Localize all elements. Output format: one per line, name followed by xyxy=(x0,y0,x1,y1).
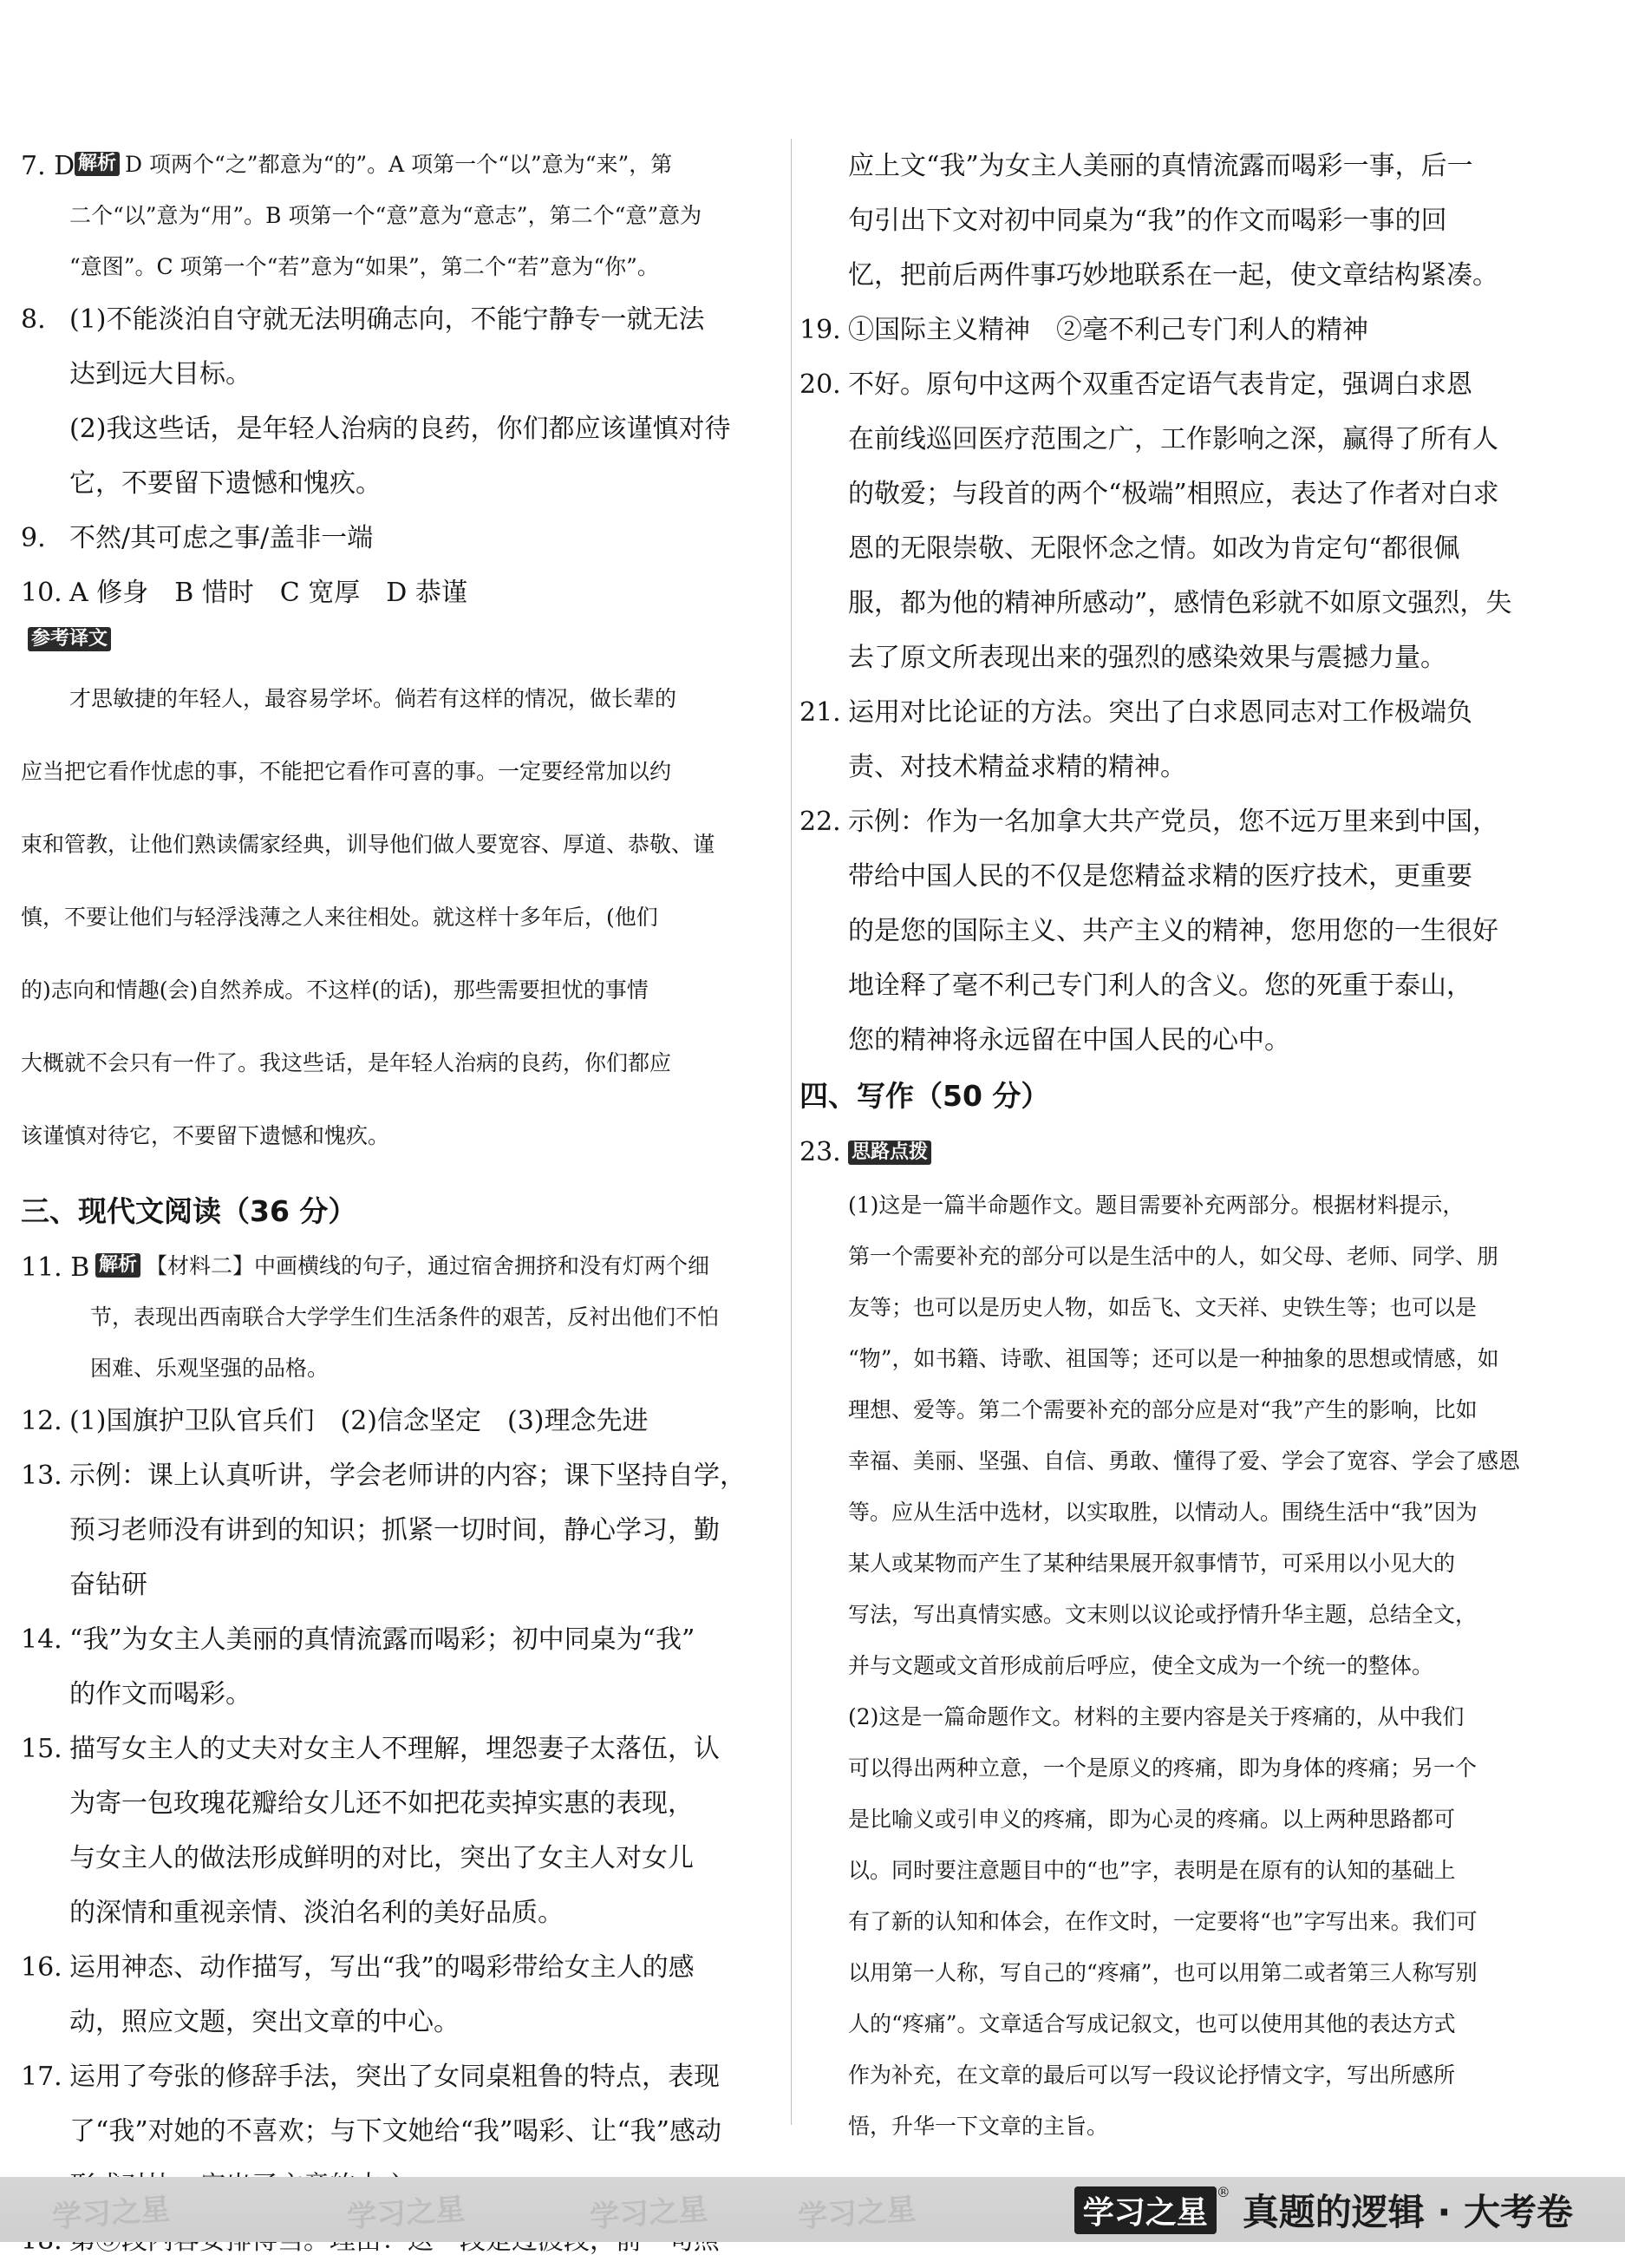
answer-17: 17. 运用了夸张的修辞手法，突出了女同桌粗鲁的特点，表现 了“我”对她的不喜欢；与下文她给“我”喝彩、让“我”感动 xyxy=(21,2062,722,2147)
column-divider xyxy=(791,139,792,2125)
section-heading-3: 三、现代文阅读（36 分） xyxy=(21,1194,357,1228)
answer-13: 13. 示例：课上认真听讲，学会老师讲的内容；课下坚持自学， 预习老师没有讲到的知识；抓紧一切时间，静心学习，勤 奋钻研 xyxy=(21,1461,746,1600)
left-column xyxy=(21,139,784,2268)
answer-22: 22. 示例：作为一名加拿大共产党员，您不远万里来到中国， 带给中国人民的不仅是您精益求精的医疗技术，更重要 的是您的国际主义、共产主义的精神，您用您的一生很好 地诠释了毫不利己专门利人的含义。您的死重于泰山， 您的精神将永远留在中国人民的心中。 xyxy=(799,807,1498,1056)
reference-translation: 参考译文 才思敏捷的年轻人，最容易学坏。倘若有这样的情况，做长辈的 应当把它看作忧虑的事，不能把它看作可喜的事。一定要经常加以约 束和管教，让他们熟读儒家经典，训导他们做人要宽容、厚道、恭敬、谨 慎，不要让他们与轻浮浅薄之人来往相处。就这样十多年后，(他们 的)志向和情趣(会)自然养成。不这样(的话)，那些需要担忧的事情 大概就不会只有一件了。我这些话，是年轻人治病的良药，你们都应 该谨慎对待它，不要留下遗憾和愧疚。 xyxy=(21,628,715,1148)
answer-18-continued: 应上文“我”为女主人美丽的真情流露而喝彩一事，后一 句引出下文对初中同桌为“我”的作文而喝彩一事的回 忆，把前后两件事巧妙地联系在一起，使文章结构紧凑。 xyxy=(848,151,1498,291)
answer-23: 23. 思路点拨 (1)这是一篇半命题作文。题目需要补充两部分。根据材料提示， 第一个需要补充的部分可以是生活中的人，如父母、老师、同学、朋 友等；也可以是历史人物，如岳飞、文天祥、史铁生等；也可以是 “物”，如书籍、诗歌、祖国等；还可以是一种抽象的思想或情感，如 理想、爱等。第二个需要补充的部分应是对“我”产生的影响，比如 幸福、美丽、坚强、自信、勇敢、懂得了爱、学会了宽容、学会了感恩 等。应从生活中选材，以实取胜，以情动人。围绕生活中“我”因为 某人或某物而产生了某种结果展开叙事情节，可采用以小见大的 写法，写出真情实感。文末则以议论或抒情升华主题，总结全文， 并与文题或文首形成前后呼应，使全文成为一个统一的整体。 (2)这是一篇命题作文。材料的主要内容是关于疼痛的，从中我们 可以得出两种立意，一个是原义的疼痛，即为身体的疼痛；另一个 是比喻义或引申义的疼痛，即为心灵的疼痛。以上两种思路都可 以。同时要注意题目中的“也”字，表明是在原有的认知的基础上 有了新的认知和体会，在作文时，一定要将“也”字写出来。我们可 以用第一人称，写自己的“疼痛”，也可以用第二或者第三人称写别 人的“疼痛”。文章适合写成记叙文，也可以使用其他的表达方式 作为补充，在文章的最后可以写一段议论抒情文字，写出所感所 悟，升华一下文章的主旨。 xyxy=(799,1137,1521,2139)
analysis-tag: 解析 xyxy=(95,1253,140,1278)
hint-tag: 思路点拨 xyxy=(848,1141,931,1165)
answer-16: 16. 运用神态、动作描写，写出“我”的喝彩带给女主人的感 动，照应文题，突出文章的中心。 xyxy=(21,1952,695,2037)
answer-12: 12. (1)国旗护卫队官兵们 (2)信念坚定 (3)理念先进 xyxy=(21,1406,649,1436)
answer-8: 8. (1)不能淡泊自守就无法明确志向，不能宁静专一就无法 达到远大目标。 (2)我这些话，是年轻人治病的良药，你们都应该谨慎对待 它，不要留下遗憾和愧疚。 xyxy=(21,304,731,499)
brand-logo: 学习之星 xyxy=(1074,2186,1217,2234)
analysis-tag: 解析 xyxy=(75,152,120,176)
watermark: 学习之星 xyxy=(797,2192,917,2235)
answer-15: 15. 描写女主人的丈夫对女主人不理解，埋怨妻子太落伍，认 为寄一包玫瑰花瓣给女儿还不如把花卖掉实惠的表现， 与女主人的做法形成鲜明的对比，突出了女主人对女儿 的深情和重视亲情、淡泊名利的美好品质。 xyxy=(21,1734,720,1928)
answer-10: 10. A 修身 B 惜时 C 宽厚 D 恭谨 xyxy=(21,578,467,608)
answer-number: 7. D xyxy=(21,151,75,181)
registered-mark: ® xyxy=(1216,2184,1230,2200)
answer-14: 14. “我”为女主人美丽的真情流露而喝彩；初中同桌为“我” 的作文而喝彩。 xyxy=(21,1624,695,1709)
footer-brand xyxy=(1074,2184,1573,2236)
translation-tag: 参考译文 xyxy=(28,627,111,651)
watermark: 学习之星 xyxy=(51,2192,172,2235)
answer-11: 11. B 解析 【材料二】中画横线的句子，通过宿舍拥挤和没有灯两个细 节，表现出西南联合大学学生们生活条件的艰苦，反衬出他们不怕 困难、乐观坚强的品格。 xyxy=(21,1252,720,1381)
watermark: 学习之星 xyxy=(589,2192,709,2235)
answer-9: 9. 不然/其可虑之事/盖非一端 xyxy=(21,523,374,553)
page-footer xyxy=(0,2177,1625,2242)
answer-21: 21. 运用对比论证的方法。突出了白求恩同志对工作极端负 责、对技术精益求精的精神。 xyxy=(799,697,1472,782)
answer-19: 19. ①国际主义精神 ②毫不利己专门利人的精神 xyxy=(799,315,1368,345)
answer-20: 20. 不好。原句中这两个双重否定语气表肯定，强调白求恩 在前线巡回医疗范围之广，工作影响之深，赢得了所有人 的敬爱；与段首的两个“极端”相照应，表达了作者对白求 恩的无限崇敬、无限怀念之情。如改为肯定句“都很佩 服，都为他的精神所感动”，感情色彩就不如原文强烈，失 去了原文所表现出来的强烈的感染效果与震撼力量。 xyxy=(799,369,1512,673)
right-column xyxy=(799,139,1563,2152)
section-heading-4: 四、写作（50 分） xyxy=(799,1079,1050,1113)
watermark: 学习之星 xyxy=(346,2192,467,2235)
answer-7: 7. D 解析 D 项两个“之”都意为“的”。A 项第一个“以”意为“来”，第 二个“以”意为“用”。B 项第一个“意”意为“意志”，第二个“意”意为 “意图”。C 项第一个“若”意为“如果”，第二个“若”意为“你”。 xyxy=(21,139,784,292)
brand-slogan: 真题的逻辑 · 大考卷 xyxy=(1242,2191,1573,2233)
